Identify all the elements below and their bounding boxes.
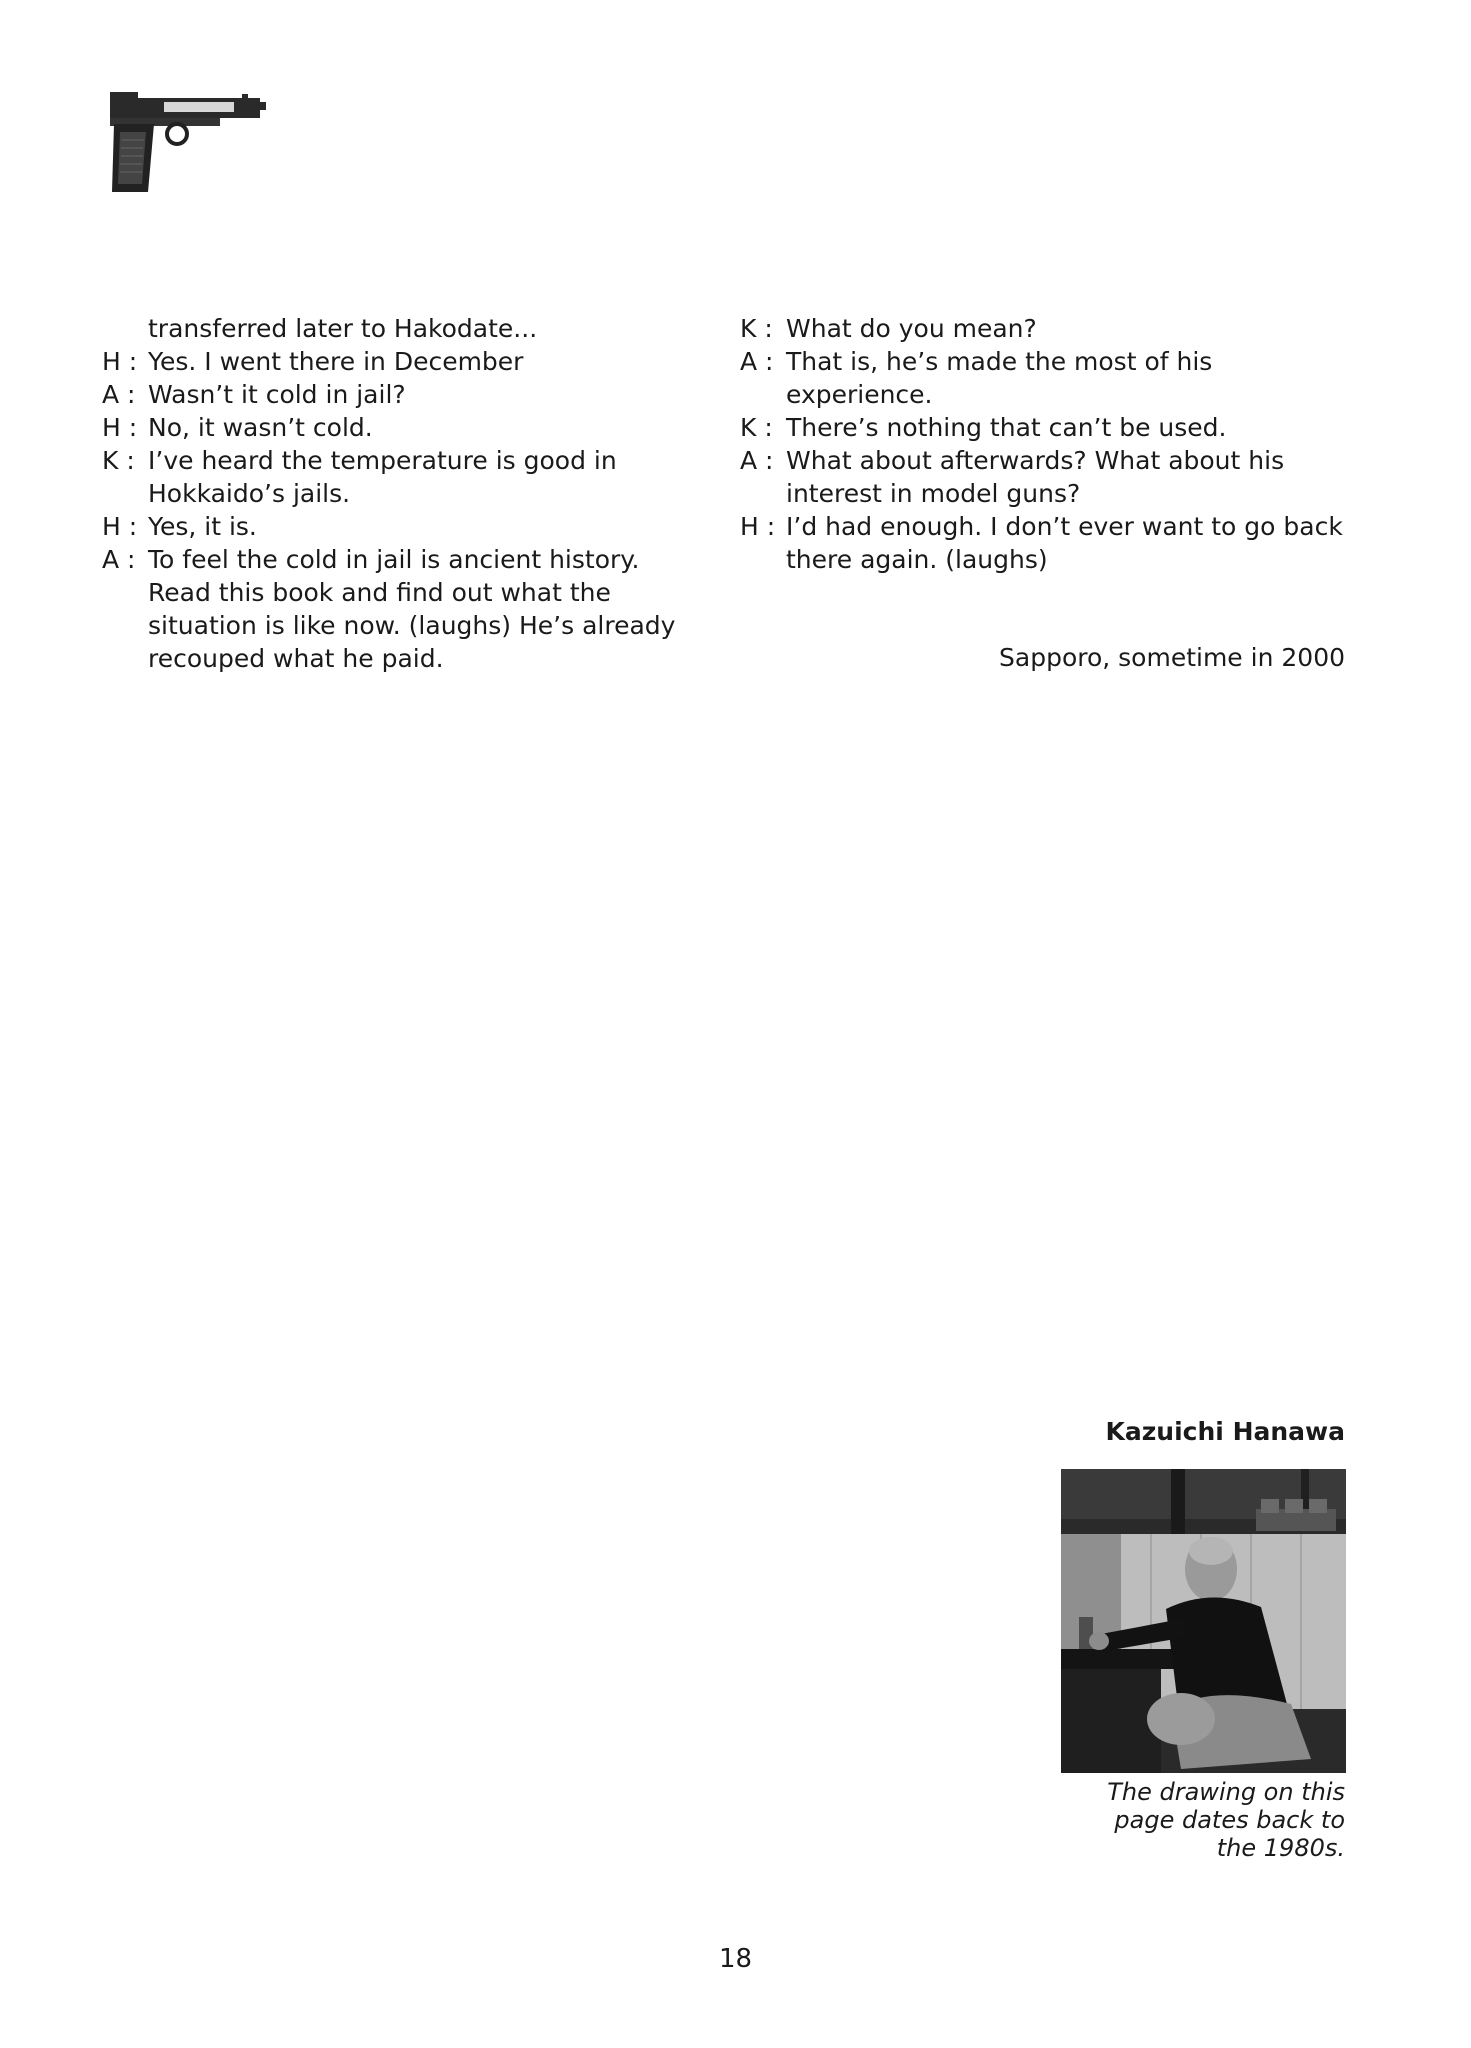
dialogue-line bbox=[740, 312, 1360, 345]
dialogue-line bbox=[102, 477, 702, 510]
dialogue-text: No, it wasn’t cold. bbox=[148, 413, 373, 442]
dialogue-line bbox=[102, 510, 702, 543]
dialogue-line bbox=[102, 609, 702, 642]
dialogue-line bbox=[102, 444, 702, 477]
dialogue-column-right bbox=[740, 312, 1360, 576]
speaker-label: H : bbox=[102, 512, 146, 541]
dialogue-column-left bbox=[102, 312, 702, 675]
dialogue-line bbox=[740, 345, 1360, 378]
dialogue-text: That is, he’s made the most of his bbox=[786, 347, 1213, 376]
dialogue-text: There’s nothing that can’t be used. bbox=[786, 413, 1227, 442]
dialogue-line bbox=[740, 543, 1360, 576]
speaker-label: K : bbox=[740, 314, 781, 343]
dialogue-line bbox=[740, 477, 1360, 510]
dialogue-text: recouped what he paid. bbox=[148, 644, 444, 673]
dialogue-text: Hokkaido’s jails. bbox=[148, 479, 351, 508]
dialogue-text: interest in model guns? bbox=[786, 479, 1081, 508]
dialogue-text: situation is like now. (laughs) He’s already bbox=[148, 611, 676, 640]
speaker-label: H : bbox=[102, 347, 146, 376]
dialogue-line bbox=[102, 543, 702, 576]
dialogue-text: there again. (laughs) bbox=[786, 545, 1048, 574]
signoff-location-date: Sapporo, sometime in 2000 bbox=[999, 643, 1345, 672]
speaker-label: A : bbox=[102, 380, 144, 409]
dialogue-text: experience. bbox=[786, 380, 933, 409]
dialogue-text: I’d had enough. I don’t ever want to go back bbox=[786, 512, 1343, 541]
dialogue-text: Yes. I went there in December bbox=[148, 347, 524, 376]
photo-caption: The drawing on this page dates back to the 1980s. bbox=[1107, 1778, 1345, 1862]
author-name: Kazuichi Hanawa bbox=[1105, 1417, 1345, 1446]
dialogue-text: What about afterwards? What about his bbox=[786, 446, 1285, 475]
dialogue-text: To feel the cold in jail is ancient history. bbox=[148, 545, 640, 574]
speaker-label: A : bbox=[102, 545, 144, 574]
dialogue-line bbox=[102, 411, 702, 444]
dialogue-text: Read this book and find out what the bbox=[148, 578, 611, 607]
speaker-label: K : bbox=[102, 446, 143, 475]
dialogue-line bbox=[102, 378, 702, 411]
dialogue-text: Wasn’t it cold in jail? bbox=[148, 380, 406, 409]
dialogue-text: I’ve heard the temperature is good in bbox=[148, 446, 617, 475]
dialogue-line bbox=[740, 444, 1360, 477]
dialogue-line bbox=[740, 411, 1360, 444]
speaker-label: K : bbox=[740, 413, 781, 442]
speaker-label: H : bbox=[102, 413, 146, 442]
dialogue-text: What do you mean? bbox=[786, 314, 1037, 343]
speaker-label: H : bbox=[740, 512, 784, 541]
dialogue-line bbox=[740, 510, 1360, 543]
dialogue-line bbox=[740, 378, 1360, 411]
dialogue-text: transferred later to Hakodate... bbox=[148, 314, 538, 343]
speaker-label: A : bbox=[740, 446, 782, 475]
author-photo bbox=[1061, 1469, 1346, 1773]
dialogue-line bbox=[102, 642, 702, 675]
page-number: 18 bbox=[718, 1944, 753, 1974]
dialogue-line bbox=[102, 312, 702, 345]
dialogue-line bbox=[102, 345, 702, 378]
dialogue-line bbox=[102, 576, 702, 609]
speaker-label: A : bbox=[740, 347, 782, 376]
pistol-illustration bbox=[102, 88, 272, 198]
dialogue-text: Yes, it is. bbox=[148, 512, 257, 541]
